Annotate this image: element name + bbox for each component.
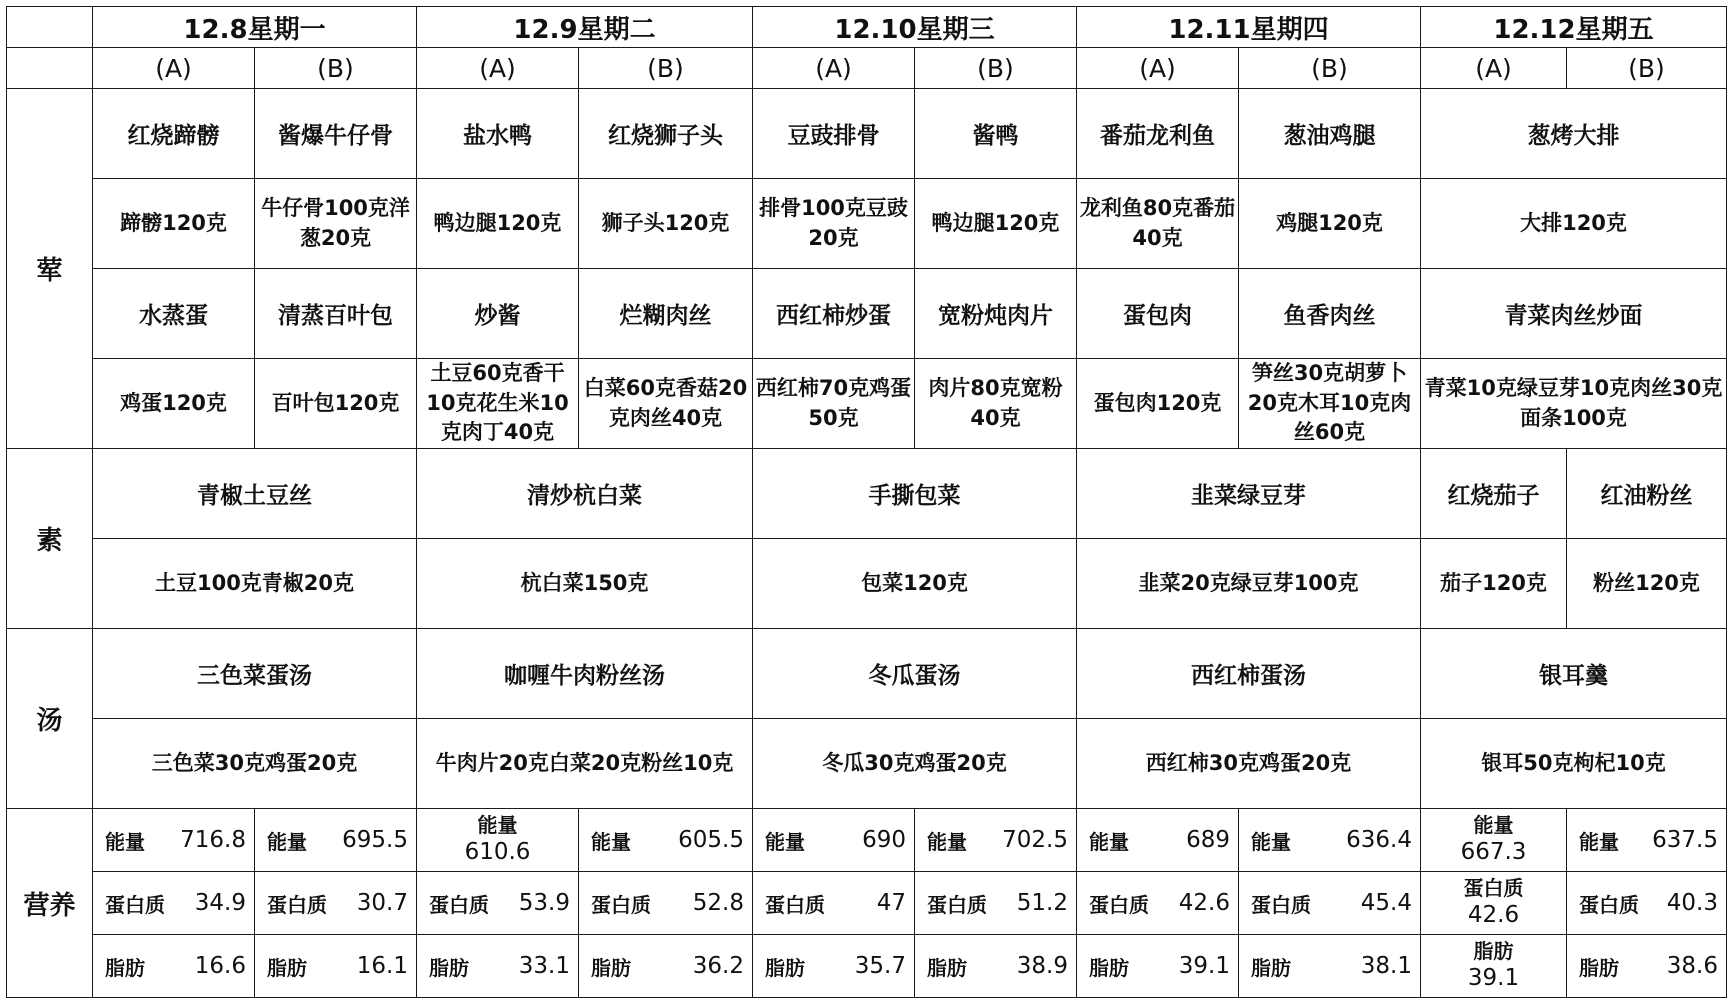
nutrition-cell	[1239, 809, 1421, 872]
option-a-header: (A)	[753, 48, 915, 89]
ingredient-text: 粉丝120克	[1567, 539, 1727, 629]
fat-value: 36.2	[692, 953, 744, 979]
nutrition-cell	[93, 935, 255, 998]
fat-label: 脂肪	[1089, 955, 1129, 980]
fat-value: 39.1	[1467, 965, 1520, 992]
ingredient-text: 三色菜30克鸡蛋20克	[93, 719, 417, 809]
corner-cell	[7, 7, 93, 48]
nutrition-cell	[417, 935, 579, 998]
protein-label: 蛋白质	[105, 892, 165, 917]
protein-label: 蛋白质	[1463, 876, 1524, 901]
dish-name: 青菜肉丝炒面	[1421, 269, 1727, 359]
ingredient-text: 冬瓜30克鸡蛋20克	[753, 719, 1077, 809]
energy-value: 690	[862, 827, 906, 853]
option-header-row	[7, 48, 1727, 89]
fat-label: 脂肪	[429, 955, 469, 980]
fat-label: 脂肪	[927, 955, 967, 980]
dish-name: 手撕包菜	[753, 449, 1077, 539]
option-b-header: (B)	[1567, 48, 1727, 89]
energy-label: 能量	[1473, 813, 1514, 838]
dish-name: 水蒸蛋	[93, 269, 255, 359]
fat-label: 脂肪	[1473, 939, 1514, 964]
fat-label: 脂肪	[1251, 955, 1291, 980]
fat-label: 脂肪	[1579, 955, 1619, 980]
meat-dish-row	[7, 269, 1727, 359]
dish-name: 盐水鸭	[417, 89, 579, 179]
energy-label: 能量	[267, 829, 307, 854]
energy-value: 716.8	[180, 827, 246, 853]
energy-label: 能量	[765, 829, 805, 854]
nutrition-fat-row	[7, 935, 1727, 998]
fat-label: 脂肪	[105, 955, 145, 980]
day-header: 12.8星期一	[93, 7, 417, 48]
dish-name: 咖喱牛肉粉丝汤	[417, 629, 753, 719]
energy-value: 695.5	[342, 827, 408, 853]
fat-value: 38.9	[1016, 953, 1068, 979]
ingredient-text: 蹄髈120克	[93, 179, 255, 269]
dish-name: 番茄龙利鱼	[1077, 89, 1239, 179]
dish-name: 红油粉丝	[1567, 449, 1727, 539]
fat-value: 16.1	[356, 953, 408, 979]
energy-value: 637.5	[1652, 827, 1718, 853]
energy-label: 能量	[1251, 829, 1291, 854]
nutrition-cell	[915, 935, 1077, 998]
meat-ingredient-row	[7, 359, 1727, 449]
ingredient-text: 银耳50克枸杞10克	[1421, 719, 1727, 809]
dish-name: 炒酱	[417, 269, 579, 359]
ingredient-text: 白菜60克香菇20克肉丝40克	[579, 359, 753, 449]
energy-value: 702.5	[1002, 827, 1068, 853]
protein-value: 34.9	[194, 890, 246, 916]
dish-name: 酱鸭	[915, 89, 1077, 179]
category-meat: 荤	[7, 89, 93, 449]
day-header-row	[7, 7, 1727, 48]
fat-value: 35.7	[854, 953, 906, 979]
nutrition-cell	[579, 935, 753, 998]
nutrition-cell	[1077, 935, 1239, 998]
nutrition-cell	[255, 809, 417, 872]
nutrition-cell	[1421, 935, 1567, 998]
protein-label: 蛋白质	[1251, 892, 1311, 917]
fat-value: 33.1	[518, 953, 570, 979]
ingredient-text: 青菜10克绿豆芽10克肉丝30克面条100克	[1421, 359, 1727, 449]
dish-name: 冬瓜蛋汤	[753, 629, 1077, 719]
ingredient-text: 包菜120克	[753, 539, 1077, 629]
veg-ingredient-row	[7, 539, 1727, 629]
nutrition-cell	[1567, 935, 1727, 998]
fat-value: 38.6	[1666, 953, 1718, 979]
ingredient-text: 蛋包肉120克	[1077, 359, 1239, 449]
option-a-header: (A)	[1421, 48, 1567, 89]
protein-value: 53.9	[518, 890, 570, 916]
nutrition-cell	[255, 935, 417, 998]
protein-value: 45.4	[1360, 890, 1412, 916]
protein-label: 蛋白质	[429, 892, 489, 917]
dish-name: 烂糊肉丝	[579, 269, 753, 359]
ingredient-text: 鸭边腿120克	[417, 179, 579, 269]
nutrition-cell	[1421, 809, 1567, 872]
dish-name: 韭菜绿豆芽	[1077, 449, 1421, 539]
nutrition-cell	[1077, 809, 1239, 872]
ingredient-text: 狮子头120克	[579, 179, 753, 269]
meat-ingredient-row	[7, 179, 1727, 269]
option-b-header: (B)	[1239, 48, 1421, 89]
nutrition-cell	[579, 872, 753, 935]
dish-name: 红烧蹄髈	[93, 89, 255, 179]
nutrition-cell	[915, 809, 1077, 872]
option-b-header: (B)	[255, 48, 417, 89]
dish-name: 酱爆牛仔骨	[255, 89, 417, 179]
meat-dish-row	[7, 89, 1727, 179]
protein-label: 蛋白质	[1089, 892, 1149, 917]
nutrition-cell	[1421, 872, 1567, 935]
dish-name: 清蒸百叶包	[255, 269, 417, 359]
energy-label: 能量	[1089, 829, 1129, 854]
soup-dish-row	[7, 629, 1727, 719]
dish-name: 宽粉炖肉片	[915, 269, 1077, 359]
day-header: 12.10星期三	[753, 7, 1077, 48]
energy-value: 689	[1186, 827, 1230, 853]
protein-label: 蛋白质	[267, 892, 327, 917]
fat-label: 脂肪	[591, 955, 631, 980]
ingredient-text: 土豆100克青椒20克	[93, 539, 417, 629]
energy-label: 能量	[477, 813, 518, 838]
nutrition-cell	[93, 872, 255, 935]
dish-name: 葱油鸡腿	[1239, 89, 1421, 179]
ingredient-text: 笋丝30克胡萝卜20克木耳10克肉丝60克	[1239, 359, 1421, 449]
ingredient-text: 鸡腿120克	[1239, 179, 1421, 269]
dish-name: 银耳羹	[1421, 629, 1727, 719]
nutrition-energy-row	[7, 809, 1727, 872]
protein-label: 蛋白质	[591, 892, 651, 917]
ingredient-text: 鸡蛋120克	[93, 359, 255, 449]
fat-label: 脂肪	[765, 955, 805, 980]
nutrition-cell	[579, 809, 753, 872]
day-header: 12.9星期二	[417, 7, 753, 48]
nutrition-cell	[753, 872, 915, 935]
soup-ingredient-row	[7, 719, 1727, 809]
nutrition-cell	[1077, 872, 1239, 935]
ingredient-text: 韭菜20克绿豆芽100克	[1077, 539, 1421, 629]
option-a-header: (A)	[1077, 48, 1239, 89]
protein-value: 51.2	[1016, 890, 1068, 916]
protein-value: 47	[876, 890, 906, 916]
nutrition-cell	[753, 935, 915, 998]
dish-name: 清炒杭白菜	[417, 449, 753, 539]
energy-value: 667.3	[1460, 839, 1527, 866]
dish-name: 三色菜蛋汤	[93, 629, 417, 719]
option-b-header: (B)	[579, 48, 753, 89]
dish-name: 红烧狮子头	[579, 89, 753, 179]
nutrition-cell	[1567, 809, 1727, 872]
option-a-header: (A)	[93, 48, 255, 89]
nutrition-cell	[1239, 935, 1421, 998]
ingredient-text: 西红柿30克鸡蛋20克	[1077, 719, 1421, 809]
energy-label: 能量	[591, 829, 631, 854]
ingredient-text: 龙利鱼80克番茄40克	[1077, 179, 1239, 269]
nutrition-cell	[1239, 872, 1421, 935]
dish-name: 葱烤大排	[1421, 89, 1727, 179]
ingredient-text: 鸭边腿120克	[915, 179, 1077, 269]
nutrition-cell	[1567, 872, 1727, 935]
energy-label: 能量	[105, 829, 145, 854]
dish-name: 蛋包肉	[1077, 269, 1239, 359]
category-nutrition: 营养	[7, 809, 93, 998]
protein-label: 蛋白质	[927, 892, 987, 917]
category-veg: 素	[7, 449, 93, 629]
ingredient-text: 杭白菜150克	[417, 539, 753, 629]
fat-value: 39.1	[1178, 953, 1230, 979]
ingredient-text: 百叶包120克	[255, 359, 417, 449]
energy-value: 610.6	[464, 839, 531, 866]
nutrition-cell	[255, 872, 417, 935]
ingredient-text: 排骨100克豆豉20克	[753, 179, 915, 269]
protein-value: 40.3	[1666, 890, 1718, 916]
protein-label: 蛋白质	[765, 892, 825, 917]
nutrition-cell	[417, 872, 579, 935]
energy-value: 605.5	[678, 827, 744, 853]
ingredient-text: 大排120克	[1421, 179, 1727, 269]
ingredient-text: 牛肉片20克白菜20克粉丝10克	[417, 719, 753, 809]
energy-label: 能量	[927, 829, 967, 854]
weekly-menu-table	[6, 6, 1727, 998]
ingredient-text: 茄子120克	[1421, 539, 1567, 629]
fat-value: 16.6	[194, 953, 246, 979]
ingredient-text: 肉片80克宽粉40克	[915, 359, 1077, 449]
energy-value: 636.4	[1346, 827, 1412, 853]
dish-name: 西红柿炒蛋	[753, 269, 915, 359]
ingredient-text: 西红柿70克鸡蛋50克	[753, 359, 915, 449]
dish-name: 青椒土豆丝	[93, 449, 417, 539]
protein-value: 52.8	[692, 890, 744, 916]
protein-label: 蛋白质	[1579, 892, 1639, 917]
fat-value: 38.1	[1360, 953, 1412, 979]
protein-value: 42.6	[1178, 890, 1230, 916]
option-b-header: (B)	[915, 48, 1077, 89]
dish-name: 西红柿蛋汤	[1077, 629, 1421, 719]
dish-name: 豆豉排骨	[753, 89, 915, 179]
energy-label: 能量	[1579, 829, 1619, 854]
nutrition-cell	[753, 809, 915, 872]
dish-name: 鱼香肉丝	[1239, 269, 1421, 359]
nutrition-cell	[915, 872, 1077, 935]
dish-name: 红烧茄子	[1421, 449, 1567, 539]
ingredient-text: 牛仔骨100克洋葱20克	[255, 179, 417, 269]
nutrition-cell	[417, 809, 579, 872]
fat-label: 脂肪	[267, 955, 307, 980]
day-header: 12.11星期四	[1077, 7, 1421, 48]
day-header: 12.12星期五	[1421, 7, 1727, 48]
nutrition-protein-row	[7, 872, 1727, 935]
category-soup: 汤	[7, 629, 93, 809]
veg-dish-row	[7, 449, 1727, 539]
ingredient-text: 土豆60克香干10克花生米10克肉丁40克	[417, 359, 579, 449]
protein-value: 30.7	[356, 890, 408, 916]
option-a-header: (A)	[417, 48, 579, 89]
corner-cell	[7, 48, 93, 89]
protein-value: 42.6	[1467, 902, 1520, 929]
nutrition-cell	[93, 809, 255, 872]
